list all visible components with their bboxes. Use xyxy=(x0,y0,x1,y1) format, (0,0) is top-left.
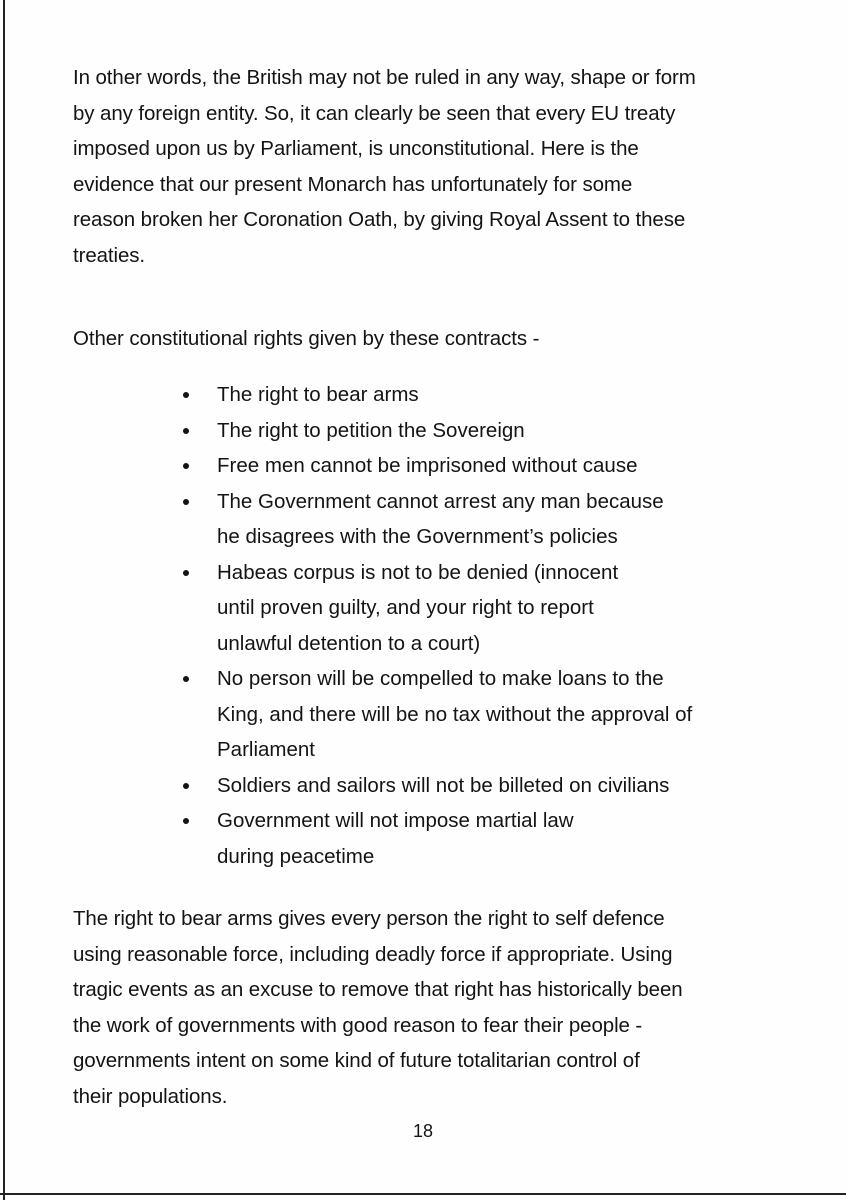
text-line: Soldiers and sailors will not be billeted on civilians xyxy=(217,773,670,797)
text-line: until proven guilty, and your right to report xyxy=(217,596,594,619)
paragraph-right-to-bear-arms xyxy=(73,901,773,1114)
list-item xyxy=(0,661,846,768)
bullet-dot-icon xyxy=(183,570,189,576)
text-line: The Government cannot arrest any man because xyxy=(217,489,664,513)
list-item xyxy=(0,377,846,413)
text-line: tragic events as an excuse to remove that right has historically been xyxy=(73,978,683,1001)
text-line: treaties. xyxy=(73,243,146,267)
text-line: Government will not impose martial law xyxy=(217,809,574,832)
list-item xyxy=(0,484,846,555)
text-line: The right to petition the Sovereign xyxy=(217,418,525,442)
text-line: he disagrees with the Government’s policies xyxy=(217,525,618,548)
bullet-dot-icon xyxy=(183,392,189,398)
text-line: their populations. xyxy=(73,1084,228,1108)
text-line: imposed upon us by Parliament, is unconstitutional. Here is the xyxy=(73,137,639,160)
list-item xyxy=(0,555,846,662)
text-line: using reasonable force, including deadly force if appropriate. Using xyxy=(73,942,673,966)
text-line: by any foreign entity. So, it can clearly be seen that every EU treaty xyxy=(73,101,676,125)
text-line: during peacetime xyxy=(217,844,375,868)
bullet-dot-icon xyxy=(183,428,189,434)
text-line: The right to bear arms xyxy=(217,383,419,406)
bullet-dot-icon xyxy=(183,818,189,824)
page-number: 18 xyxy=(412,1121,434,1141)
text-line: Free men cannot be imprisoned without cause xyxy=(217,454,638,477)
text-line: The right to bear arms gives every person the right to self defence xyxy=(73,907,665,930)
text-line: the work of governments with good reason to fear their people - xyxy=(73,1013,643,1037)
bullet-dot-icon xyxy=(183,463,189,469)
text-line: Parliament xyxy=(217,738,315,761)
text-line: governments intent on some kind of future totalitarian control of xyxy=(73,1049,640,1072)
text-line: reason broken her Coronation Oath, by giving Royal Assent to these xyxy=(73,208,686,231)
paragraph-rights-intro xyxy=(73,321,773,357)
paragraph-foreign-rule xyxy=(73,60,773,273)
rights-bullet-list xyxy=(0,377,846,874)
page-bottom-border xyxy=(0,1193,846,1195)
text-line: No person will be compelled to make loans to the xyxy=(217,667,664,690)
text-line: evidence that our present Monarch has unfortunately for some xyxy=(73,172,633,196)
list-item xyxy=(0,803,846,874)
bullet-dot-icon xyxy=(183,676,189,682)
list-item xyxy=(0,448,846,484)
text-line: Other constitutional rights given by these contracts - xyxy=(73,327,540,350)
text-line: King, and there will be no tax without the approval of xyxy=(217,702,693,726)
bullet-dot-icon xyxy=(183,783,189,789)
text-line: In other words, the British may not be ruled in any way, shape or form xyxy=(73,66,696,89)
bullet-dot-icon xyxy=(183,499,189,505)
list-item xyxy=(0,413,846,449)
list-item xyxy=(0,768,846,804)
text-line: unlawful detention to a court) xyxy=(217,631,481,655)
text-line: Habeas corpus is not to be denied (innocent xyxy=(217,560,619,584)
